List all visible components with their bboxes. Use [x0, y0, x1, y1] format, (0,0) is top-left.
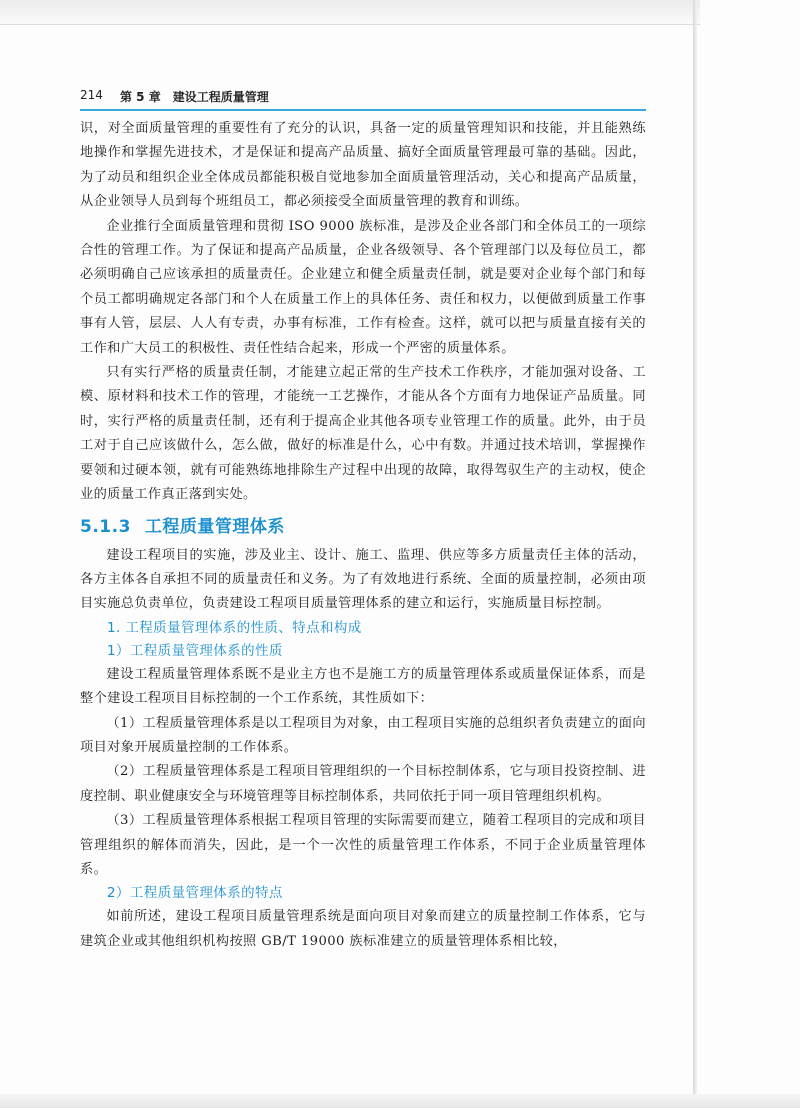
paragraph: 只有实行严格的质量责任制，才能建立起正常的生产技术工作秩序，才能加强对设备、工模、原材料和技术工作的管理，才能统一工艺操作，才能从各个方面有力地保证产品质量。同时，实行严格的质量责任制，还有利于提高企业其他各项专业管理工作的质量。此外，由于员工对于自己应该做什么，怎么做，做好的标准是什么，心中有数。并通过技术培训，掌握操作要领和过硬本领，就有可能熟练地排除生产过程中出现的故障，取得驾驭生产的主动权，使企业的质量工作真正落到实处。: [80, 365, 646, 503]
list-item: （1）工程质量管理体系是以工程项目为对象，由工程项目实施的总组织者负责建立的面向项目对象开展质量控制的工作体系。: [80, 715, 646, 755]
paragraph: 识，对全面质量管理的重要性有了充分的认识，具备一定的质量管理知识和技能，并且能熟练地操作和掌握先进技术，才是保证和提高产品质量、搞好全面质量管理最可靠的基础。因此，为了动员和组织企业全体成员都能积极自觉地参加全面质量管理活动，关心和提高产品质量，从企业领导人员到每个班组员工，都必须接受全面质量管理的教育和训练。: [80, 121, 646, 210]
section-title: 工程质量管理体系: [144, 516, 285, 537]
list-item: （2）工程质量管理体系是工程项目管理组织的一个目标控制体系，它与项目投资控制、进度控制、职业健康安全与环境管理等目标控制体系，共同依托于同一项目管理组织机构。: [80, 764, 646, 804]
page-spine-shadow: [693, 0, 697, 1108]
subheading-level2: 1）工程质量管理体系的性质: [107, 642, 283, 659]
page-top-edge: [0, 0, 700, 25]
running-header: [80, 87, 646, 111]
paragraph: 建设工程项目的实施，涉及业主、设计、施工、监理、供应等多方质量责任主体的活动，各方主体各自承担不同的质量责任和义务。为了有效地进行系统、全面的质量控制，必须由项目实施总负责单位，负责建设工程项目质量管理体系的建立和运行，实施质量目标控制。: [80, 547, 646, 612]
page-bottom-edge: [0, 1094, 800, 1108]
subheading-level1: 1. 工程质量管理体系的性质、特点和构成: [107, 619, 362, 636]
chapter-title: 第 5 章 建设工程质量管理: [120, 90, 269, 104]
body-text: [80, 117, 646, 954]
section-number: 5.1.3: [80, 516, 131, 537]
paragraph: 企业推行全面质量管理和贯彻 ISO 9000 族标准，是涉及企业各部门和全体员工的一项综合性的管理工作。为了保证和提高产品质量，企业各级领导、各个管理部门以及每位员工，都必须明确自己应该承担的质量责任。企业建立和健全质量责任制，就是要对企业每个部门和每个员工都明确规定各部门和个人在质量工作上的具体任务、责任和权力，以便做到质量工作事事有人管，层层、人人有专责，办事有标准，工作有检查。这样，就可以把与质量直接有关的工作和广大员工的积极性、责任性结合起来，形成一个严密的质量体系。: [80, 218, 646, 356]
page-number: 214: [80, 88, 103, 102]
paragraph: 建设工程质量管理体系既不是业主方也不是施工方的质量管理体系或质量保证体系，而是整个建设工程项目目标控制的一个工作系统，其性质如下：: [80, 666, 646, 707]
section-heading: [80, 514, 646, 540]
list-item: （3）工程质量管理体系根据工程项目管理的实际需要而建立，随着工程项目的完成和项目管理组织的解体而消失，因此，是一个一次性的质量管理工作体系，不同于企业质量管理体系。: [80, 813, 646, 877]
paragraph: 如前所述，建设工程项目质量管理系统是面向项目对象而建立的质量控制工作体系，它与建筑企业或其他组织机构按照 GB/T 19000 族标准建立的质量管理体系相比较，: [80, 909, 646, 949]
subheading-level2: 2）工程质量管理体系的特点: [107, 885, 283, 902]
